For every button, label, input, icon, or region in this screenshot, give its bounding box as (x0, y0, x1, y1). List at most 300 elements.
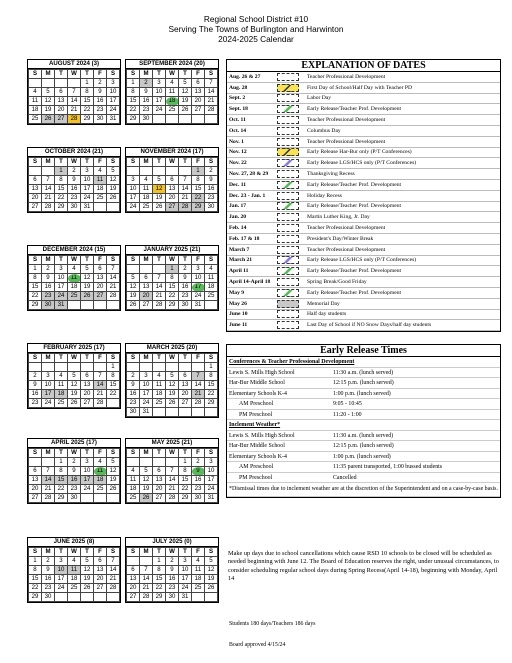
legend-swatch (277, 321, 299, 329)
month-calendar (125, 343, 219, 418)
day-cell: 24 (179, 584, 192, 593)
day-cell: 13 (55, 97, 68, 106)
date-row (227, 202, 500, 213)
day-cell: 11 (29, 97, 42, 106)
release-time-row (227, 473, 500, 484)
day-cell: 20 (192, 97, 205, 106)
date-description: Teacher Professional Development (307, 246, 386, 253)
legend-swatch (277, 84, 299, 92)
day-cell: 5 (127, 274, 140, 283)
weekday-header: M (140, 354, 153, 363)
day-cell (153, 458, 166, 467)
weekday-header: F (192, 256, 205, 265)
dismissal-note: *Dismissal times due to inclement weather are at the discretion of the Superintendent and on a case-by-case basis. (227, 483, 500, 497)
weekday-header: F (192, 354, 205, 363)
day-cell: 30 (127, 408, 140, 417)
day-cell: 7 (153, 274, 166, 283)
day-cell (205, 408, 218, 417)
date-row (227, 169, 500, 180)
date-description: Early Release/Teacher Prof. Development (307, 203, 402, 210)
day-cell: 20 (166, 194, 179, 203)
day-cell: 1 (127, 79, 140, 88)
day-cell: 21 (107, 575, 120, 584)
weekday-header: M (140, 449, 153, 458)
day-cell: 13 (94, 274, 107, 283)
day-cell: 13 (166, 185, 179, 194)
day-cell: 11 (166, 88, 179, 97)
day-cell: 1 (166, 265, 179, 274)
legend-swatch (277, 310, 299, 318)
day-cell: 25 (94, 194, 107, 203)
day-cell: 18 (127, 485, 140, 494)
day-cell: 12 (153, 185, 166, 194)
day-cell: 12 (127, 283, 140, 292)
day-cell: 11 (94, 467, 107, 476)
day-cell: 18 (166, 97, 179, 106)
day-cell: 19 (166, 390, 179, 399)
date-label: Sept. 2 (229, 95, 246, 102)
day-cell: 3 (55, 265, 68, 274)
weekday-header: T (81, 158, 94, 167)
day-cell: 18 (55, 390, 68, 399)
day-cell: 26 (166, 399, 179, 408)
weekday-header: S (107, 354, 120, 363)
day-cell (166, 363, 179, 372)
day-cell: 2 (140, 79, 153, 88)
day-cell (127, 557, 140, 566)
day-cell: 28 (94, 399, 107, 408)
day-cell: 11 (55, 381, 68, 390)
day-cell: 16 (166, 575, 179, 584)
day-cell: 15 (81, 97, 94, 106)
day-cell: 9 (192, 467, 205, 476)
month-calendar (27, 343, 121, 409)
day-cell: 17 (153, 97, 166, 106)
early-release-times (226, 344, 501, 498)
day-cell: 19 (140, 485, 153, 494)
day-cell: 2 (192, 458, 205, 467)
weekday-header: M (42, 449, 55, 458)
day-cell (55, 593, 68, 602)
inclement-heading: Inclement Weather* (227, 420, 500, 431)
date-description: Half day students (307, 311, 347, 318)
day-cell: 3 (81, 167, 94, 176)
day-cell (192, 408, 205, 417)
day-cell: 9 (179, 274, 192, 283)
weekday-header: S (127, 256, 140, 265)
legend-swatch (277, 278, 299, 286)
day-cell: 8 (127, 88, 140, 97)
day-cell: 27 (94, 584, 107, 593)
day-cell: 30 (140, 115, 153, 124)
weekday-header: F (94, 256, 107, 265)
day-cell: 23 (94, 106, 107, 115)
day-cell: 17 (107, 97, 120, 106)
day-cell: 3 (55, 557, 68, 566)
date-row (227, 126, 500, 137)
release-time-row (227, 462, 500, 473)
day-cell: 6 (29, 467, 42, 476)
date-label: Jan. 17 (229, 203, 247, 210)
school-name: Har-Bur Middle School (229, 443, 285, 449)
day-cell: 27 (29, 203, 42, 212)
day-cell: 24 (205, 485, 218, 494)
date-row (227, 245, 500, 256)
day-cell: 22 (179, 485, 192, 494)
day-cell: 17 (127, 194, 140, 203)
day-cell (68, 363, 81, 372)
weekday-header: S (205, 70, 218, 79)
weekday-header: F (94, 548, 107, 557)
day-cell (94, 494, 107, 503)
day-cell: 21 (179, 194, 192, 203)
day-cell: 3 (140, 372, 153, 381)
day-cell: 1 (179, 458, 192, 467)
month-calendar (125, 245, 219, 311)
day-cell: 31 (140, 408, 153, 417)
month-title: APRIL 2025 (17) (28, 439, 120, 448)
day-cell: 26 (68, 399, 81, 408)
day-cell: 7 (94, 372, 107, 381)
date-label: March 7 (229, 246, 250, 253)
date-row (227, 72, 500, 83)
day-cell: 26 (81, 584, 94, 593)
day-cell (55, 79, 68, 88)
day-cell: 24 (55, 584, 68, 593)
day-cell: 10 (42, 381, 55, 390)
day-cell: 8 (55, 176, 68, 185)
weekday-header: F (192, 70, 205, 79)
day-cell: 10 (192, 274, 205, 283)
weekday-header: M (140, 70, 153, 79)
day-cell: 6 (94, 265, 107, 274)
day-cell: 23 (42, 584, 55, 593)
day-cell: 4 (192, 557, 205, 566)
day-cell (94, 301, 107, 310)
day-cell: 9 (29, 381, 42, 390)
day-cell (68, 301, 81, 310)
day-cell: 12 (140, 476, 153, 485)
day-cell: 6 (55, 88, 68, 97)
day-cell: 20 (94, 283, 107, 292)
date-description: Early Release Har-Bur only (P/T Conferences) (307, 149, 412, 156)
day-cell: 29 (55, 494, 68, 503)
day-cell (140, 458, 153, 467)
date-description: Teacher Professional Development (307, 73, 386, 80)
day-cell: 13 (29, 185, 42, 194)
day-cell: 5 (179, 79, 192, 88)
day-cell: 22 (192, 194, 205, 203)
day-cell: 15 (205, 381, 218, 390)
day-cell: 30 (166, 593, 179, 602)
day-cell: 15 (29, 575, 42, 584)
day-cell (29, 79, 42, 88)
day-cell: 15 (55, 185, 68, 194)
day-cell: 23 (179, 292, 192, 301)
day-cell: 9 (42, 566, 55, 575)
day-cell: 19 (107, 476, 120, 485)
day-cell: 15 (107, 381, 120, 390)
day-cell: 21 (166, 485, 179, 494)
day-cell (153, 167, 166, 176)
date-row (227, 94, 500, 105)
day-cell: 8 (55, 467, 68, 476)
day-cell: 26 (42, 115, 55, 124)
day-cell: 15 (127, 97, 140, 106)
weekday-header: T (55, 256, 68, 265)
day-cell: 21 (42, 485, 55, 494)
weekday-header: S (205, 354, 218, 363)
weekday-header: S (107, 70, 120, 79)
date-label: March 21 (229, 257, 253, 264)
weekday-header: S (29, 158, 42, 167)
day-cell: 12 (42, 97, 55, 106)
day-cell: 22 (55, 194, 68, 203)
day-cell (81, 363, 94, 372)
day-cell: 24 (42, 399, 55, 408)
day-cell: 20 (94, 575, 107, 584)
day-cell: 16 (68, 476, 81, 485)
day-cell: 5 (153, 176, 166, 185)
legend-swatch (277, 235, 299, 243)
date-row (227, 288, 500, 299)
date-description: Martin Luther King, Jr. Day (307, 214, 370, 221)
day-cell: 29 (29, 301, 42, 310)
day-cell: 4 (68, 265, 81, 274)
date-row (227, 158, 500, 169)
month-title: MARCH 2025 (20) (126, 344, 218, 353)
release-time-row (227, 399, 500, 410)
date-description: Early Release/Teacher Prof. Development (307, 289, 402, 296)
month-title: FEBRUARY 2025 (17) (28, 344, 120, 353)
day-cell (166, 167, 179, 176)
legend-swatch (277, 224, 299, 232)
day-cell (107, 494, 120, 503)
weekday-header: T (153, 548, 166, 557)
day-cell: 19 (81, 283, 94, 292)
school-name: Elementary Schools K-4 (229, 390, 287, 397)
weekday-header: W (166, 354, 179, 363)
day-cell: 20 (179, 390, 192, 399)
date-label: June 10 (229, 311, 248, 318)
day-cell: 29 (192, 203, 205, 212)
date-label: Dec. 23 - Jan. 1 (229, 192, 266, 199)
release-time: 11:35 parent transported, 1:00 bussed students (333, 464, 443, 470)
date-label: Feb. 17 & 18 (229, 235, 260, 242)
month-title: NOVEMBER 2024 (17) (126, 148, 218, 157)
board-approved: Board approved 4/15/24 (229, 642, 286, 648)
day-cell: 25 (55, 399, 68, 408)
date-label: Nov. 1 (229, 138, 244, 145)
day-cell: 12 (205, 566, 218, 575)
day-cell: 7 (107, 265, 120, 274)
weekday-header: S (107, 158, 120, 167)
day-cell: 23 (140, 106, 153, 115)
day-cell: 4 (127, 467, 140, 476)
day-cell: 8 (107, 372, 120, 381)
day-cell: 10 (81, 467, 94, 476)
day-cell: 3 (127, 176, 140, 185)
weekday-header: M (42, 158, 55, 167)
day-cell: 29 (153, 593, 166, 602)
day-cell: 6 (94, 557, 107, 566)
day-cell: 21 (68, 106, 81, 115)
weekday-header: T (55, 548, 68, 557)
day-cell: 25 (166, 106, 179, 115)
day-cell: 9 (42, 274, 55, 283)
day-cell: 12 (81, 566, 94, 575)
legend-swatch (277, 127, 299, 135)
weekday-header: S (205, 449, 218, 458)
day-cell: 7 (192, 372, 205, 381)
day-cell: 14 (166, 476, 179, 485)
day-cell: 26 (153, 203, 166, 212)
day-cell: 14 (153, 283, 166, 292)
day-cell: 26 (107, 194, 120, 203)
month-title: AUGUST 2024 (3) (28, 60, 120, 69)
day-cell: 1 (153, 557, 166, 566)
day-cell: 28 (153, 301, 166, 310)
date-row (227, 299, 500, 310)
weekday-header: F (192, 158, 205, 167)
day-cell: 2 (166, 557, 179, 566)
day-cell: 16 (127, 390, 140, 399)
day-cell: 19 (81, 575, 94, 584)
day-cell: 21 (153, 292, 166, 301)
weekday-header: F (94, 70, 107, 79)
release-time: 12:15 p.m. (lunch served) (333, 380, 394, 386)
day-cell: 3 (192, 265, 205, 274)
day-cell: 4 (55, 372, 68, 381)
date-description: Labor Day (307, 95, 332, 102)
day-cell: 2 (68, 167, 81, 176)
weekday-header: F (94, 449, 107, 458)
weekday-header: W (166, 70, 179, 79)
day-cell: 9 (205, 176, 218, 185)
day-cell: 31 (55, 301, 68, 310)
day-cell: 15 (166, 283, 179, 292)
day-cell: 27 (127, 593, 140, 602)
day-cell: 30 (42, 593, 55, 602)
weekday-header: W (68, 158, 81, 167)
day-cell: 8 (192, 176, 205, 185)
day-cell (81, 593, 94, 602)
day-cell: 2 (29, 372, 42, 381)
day-cell: 23 (166, 584, 179, 593)
weekday-header: T (179, 256, 192, 265)
legend-swatch (277, 138, 299, 146)
day-cell: 17 (205, 476, 218, 485)
day-cell: 20 (153, 485, 166, 494)
weekday-header: T (179, 354, 192, 363)
legend-swatch (277, 213, 299, 221)
release-time: 11:20 - 1:00 (333, 411, 362, 418)
day-cell: 26 (179, 106, 192, 115)
day-cell: 8 (29, 274, 42, 283)
day-cell (29, 167, 42, 176)
day-cell (107, 301, 120, 310)
day-cell: 9 (68, 176, 81, 185)
day-cell: 7 (68, 88, 81, 97)
day-cell: 26 (205, 584, 218, 593)
school-name: Har-Bur Middle School (229, 380, 285, 386)
day-cell: 9 (166, 566, 179, 575)
day-cell: 13 (192, 88, 205, 97)
day-cell: 9 (127, 381, 140, 390)
day-cell: 16 (29, 390, 42, 399)
day-cell: 1 (55, 167, 68, 176)
day-cell (94, 203, 107, 212)
day-cell: 16 (42, 575, 55, 584)
day-cell: 13 (127, 575, 140, 584)
date-description: Early Release/Teacher Prof. Development (307, 181, 402, 188)
month-title: JUNE 2025 (8) (28, 538, 120, 547)
day-cell: 6 (140, 274, 153, 283)
day-cell: 1 (55, 458, 68, 467)
day-cell: 21 (192, 390, 205, 399)
day-cell: 27 (153, 494, 166, 503)
day-cell: 16 (94, 97, 107, 106)
day-cell: 24 (127, 203, 140, 212)
day-cell: 30 (68, 494, 81, 503)
day-cell: 25 (140, 203, 153, 212)
day-cell (42, 167, 55, 176)
day-cell: 16 (140, 97, 153, 106)
release-time: 1:00 p.m. (lunch served) (333, 390, 391, 397)
day-cell: 23 (42, 292, 55, 301)
day-cell: 30 (68, 203, 81, 212)
day-cell: 3 (205, 458, 218, 467)
weekday-header: T (153, 256, 166, 265)
weekday-header: T (153, 354, 166, 363)
day-cell (205, 301, 218, 310)
day-cell: 11 (68, 274, 81, 283)
day-cell: 18 (140, 194, 153, 203)
day-cell: 1 (205, 363, 218, 372)
day-cell: 25 (205, 292, 218, 301)
day-cell (140, 557, 153, 566)
weekday-header: W (68, 449, 81, 458)
day-cell (153, 408, 166, 417)
day-cell: 19 (42, 106, 55, 115)
day-cell: 7 (166, 467, 179, 476)
day-cell: 23 (192, 485, 205, 494)
date-description: Early Release LGS/HCS only (P/T Conferences) (307, 160, 417, 167)
weekday-header: S (107, 256, 120, 265)
day-cell: 17 (140, 390, 153, 399)
month-calendar (27, 438, 121, 504)
weekday-header: S (127, 158, 140, 167)
legend-swatch (277, 202, 299, 210)
explanation-of-dates (226, 59, 501, 332)
month-calendar (27, 537, 121, 603)
day-cell: 19 (68, 390, 81, 399)
day-cell: 26 (107, 485, 120, 494)
date-label: Feb. 14 (229, 225, 247, 232)
date-row (227, 148, 500, 159)
weekday-header: W (166, 548, 179, 557)
weekday-header: W (166, 449, 179, 458)
day-cell (42, 458, 55, 467)
day-cell: 28 (107, 292, 120, 301)
month-title: MAY 2025 (21) (126, 439, 218, 448)
day-cell: 4 (94, 458, 107, 467)
day-cell: 1 (29, 265, 42, 274)
day-cell: 7 (205, 79, 218, 88)
date-row (227, 212, 500, 223)
day-cell: 1 (29, 557, 42, 566)
day-cell: 7 (42, 176, 55, 185)
